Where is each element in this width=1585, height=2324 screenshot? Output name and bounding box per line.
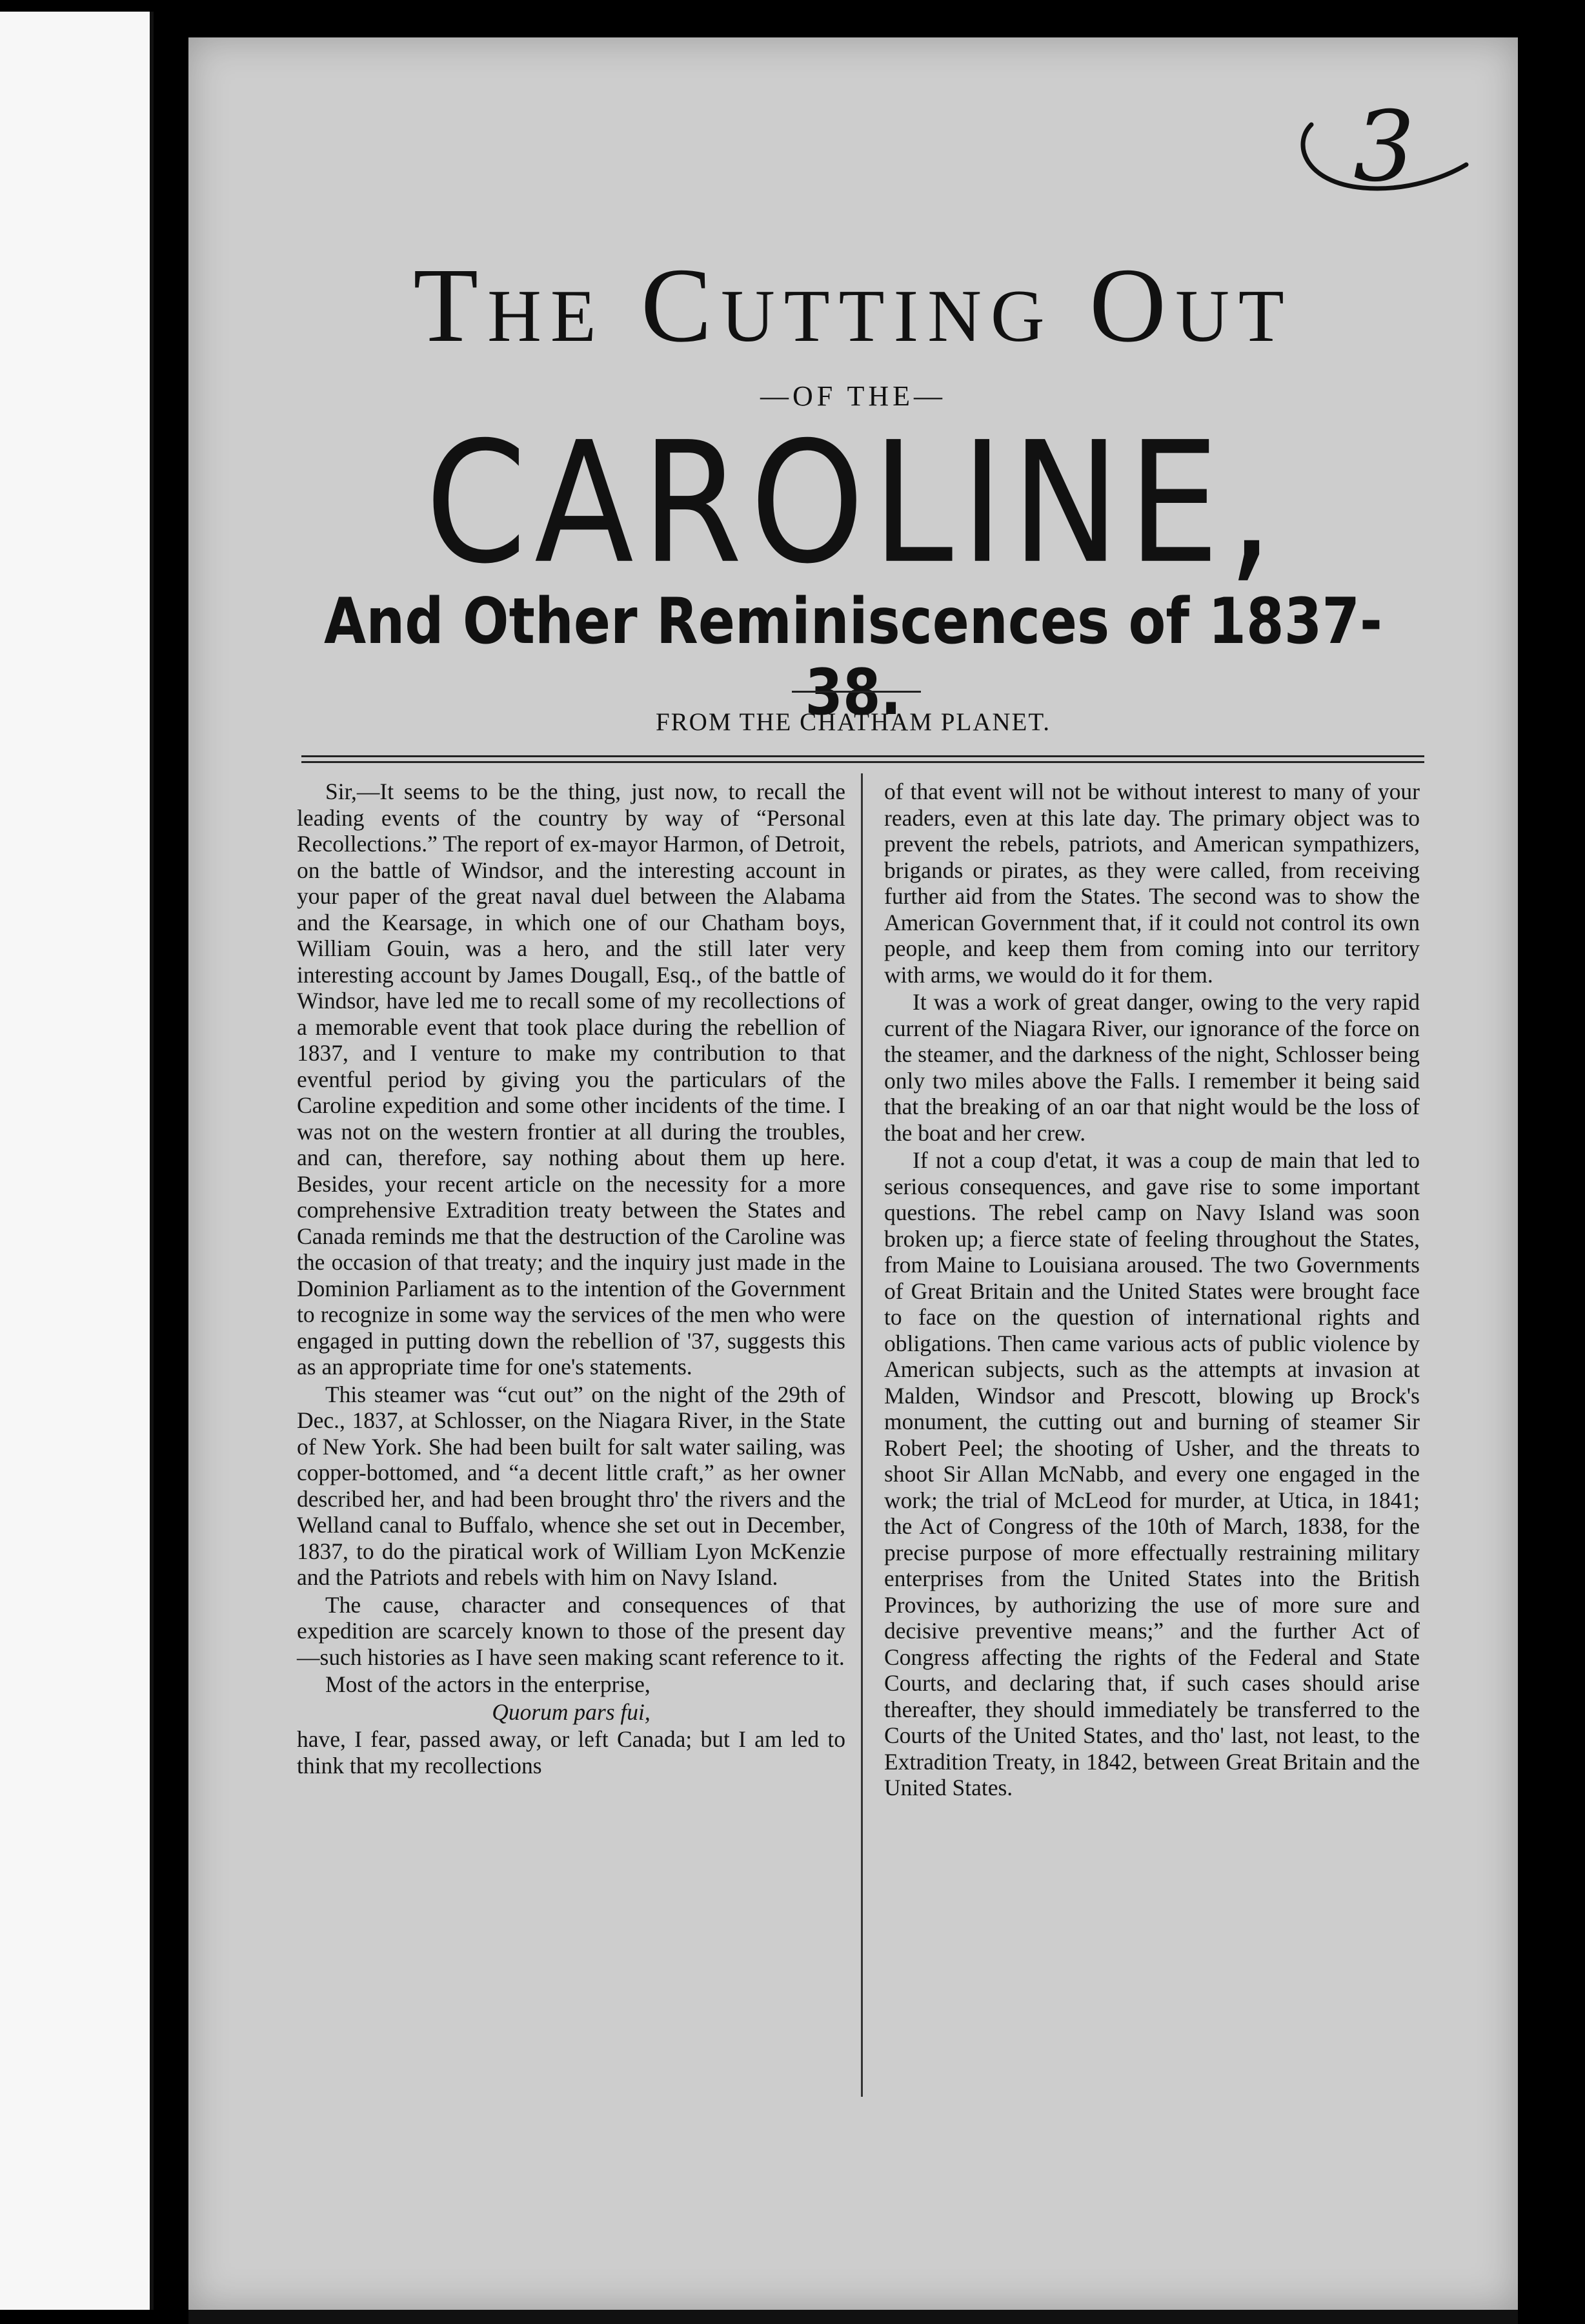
title-line1: The Cutting Out (413, 246, 1293, 364)
subtitle: And Other Reminiscences of 1837-38. (324, 585, 1382, 729)
page-number-underline (1286, 105, 1479, 196)
paragraph: have, I fear, passed away, or left Canada; but I am led to think that my recollections (297, 1726, 845, 1779)
title-of-the: —OF THE— (760, 380, 946, 412)
short-rule (792, 691, 921, 693)
double-rule (301, 755, 1424, 763)
page-number-text: 3 (1353, 91, 1415, 203)
document-page (188, 37, 1518, 2310)
column-divider (861, 773, 863, 2097)
left-column (297, 779, 845, 1779)
paragraph: This steamer was “cut out” on the night of the 29th of Dec., 1837, at Schlosser, on the Niagara River, in the State of New York. She had been built for salt water sailing, was copper-bottomed, and “a decent little craft,” as her owner described her, and had been brought thro' the rivers and the Welland canal to Buffalo, whence she set out in December, 1837, to do the piratical work of William Lyon McKenzie and the Patriots and rebels with him on Navy Island. (297, 1381, 845, 1590)
source-line: FROM THE CHATHAM PLANET. (655, 708, 1051, 736)
paragraph: It was a work of great danger, owing to the very rapid current of the Niagara River, our ignorance of the force on the steamer, and the darkness of the night, Schlosser being only two miles above the Falls. I remember it being said that the breaking of an oar that night would be the loss of the boat and her crew. (884, 989, 1420, 1146)
paragraph: of that event will not be without interest to many of your readers, even at this late day. The primary object was to prevent the rebels, patriots, and American sympathizers, brigands or pirates, as they were called, from receiving further aid from the States. The second was to show the American Government that, if it could not control its own people, and keep them from coming into our territory with arms, we would do it for them. (884, 779, 1420, 988)
paragraph: Most of the actors in the enterprise, (325, 1671, 651, 1697)
latin-quote: Quorum pars fui, (492, 1698, 651, 1725)
paragraph: Sir,—It seems to be the thing, just now, to recall the leading events of the country by way of “Personal Recollections.” The report of ex-mayor Harmon, of Detroit, on the battle of Windsor, and the interesting account in your paper of the great naval duel between the Alabama and the Kearsage, in which one of our Chatham boys, William Gouin, was a hero, and the still later very interesting account by James Dougall, Esq., of the battle of Windsor, have led me to recall some of my recollections of a memorable event that took place during the rebellion of 1837, and I venture to make my contribution to that eventful period by giving you the particulars of the Caroline expedition and some other incidents of the time. I was not on the western frontier at all during the troubles, and can, therefore, say nothing about them up here. Besides, your recent article on the necessity for a more comprehensive Extradition treaty between the States and Canada reminds me that the destruction of the Caroline was the occasion of that treaty; and the inquiry just made in the Dominion Parliament as to the intention of the Government to recognize in some way the services of the men who were engaged in putting down the rebellion of '37, suggests this as an appropriate time for one's statements. (297, 779, 845, 1380)
right-column (884, 779, 1420, 1801)
handwritten-page-number (1286, 91, 1479, 203)
paragraph: If not a coup d'etat, it was a coup de main that led to serious consequences, and gave rise to some important questions. The rebel camp on Navy Island was soon broken up; a fierce state of feeling throughout the States, from Maine to Louisiana aroused. The two Governments of Great Britain and the United States were brought face to face on the question of international rights and obligations. Then came various acts of public violence by American subjects, such as the attempts at invasion at Malden, Windsor and Prescott, blowing up Brock's monument, the cutting out and burning of steamer Sir Robert Peel; the shooting of Usher, and the threats to shoot Sir Allan McNabb, and every one engaged in the work; the trial of McLeod for murder, at Utica, in 1841; the Act of Congress of the 10th of March, 1838, for the precise purpose of more effectually restraining military enterprises from the United States into the British Provinces, by authorizing the use of more sure and decisive preventive means;” and the further Act of Congress affecting the rights of the Federal and State Courts, and declaring that, if such cases should arise thereafter, they should immediately be transferred to the Courts of the United States, and tho' last, not least, to the Extradition Treaty, in 1842, between Great Britain and the United States. (884, 1147, 1420, 1800)
title-caroline: CAROLINE, (425, 406, 1282, 601)
page-bottom-shadow (188, 2310, 1518, 2324)
paragraph: The cause, character and consequences of that expedition are scarcely known to those of the present day—such histories as I have seen making scant reference to it. (297, 1591, 845, 1670)
adjacent-page-edge (0, 12, 154, 2310)
